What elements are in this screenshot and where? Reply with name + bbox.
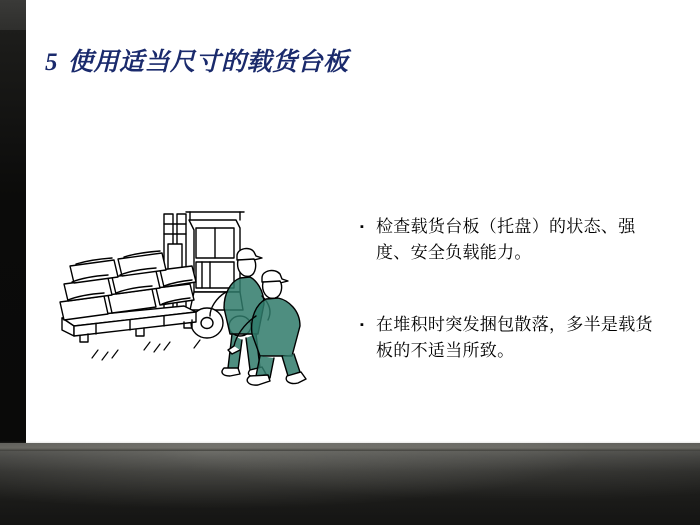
page-title-number: 5 bbox=[45, 49, 58, 76]
bullet-marker-icon: ▪ bbox=[360, 221, 364, 233]
top-band-highlight bbox=[0, 0, 700, 30]
bottom-band-edge bbox=[0, 441, 700, 451]
list-item bbox=[360, 214, 670, 266]
bullet-marker-icon: ▪ bbox=[360, 319, 364, 331]
bullet-text: 在堆积时突发捆包散落，多半是载货板的不适当所致。 bbox=[376, 315, 653, 360]
page-title-text: 使用适当尺寸的载货台板 bbox=[68, 49, 349, 76]
left-decorative-strip-lower bbox=[0, 30, 26, 445]
list-item bbox=[360, 312, 670, 364]
ground-marks bbox=[92, 340, 200, 360]
illustration bbox=[44, 200, 344, 400]
page-title bbox=[45, 42, 349, 78]
bullet-text: 检查载货台板（托盘）的状态、强度、安全负载能力。 bbox=[376, 217, 636, 262]
bottom-band-highlight bbox=[0, 443, 700, 525]
bullet-list bbox=[360, 214, 670, 410]
